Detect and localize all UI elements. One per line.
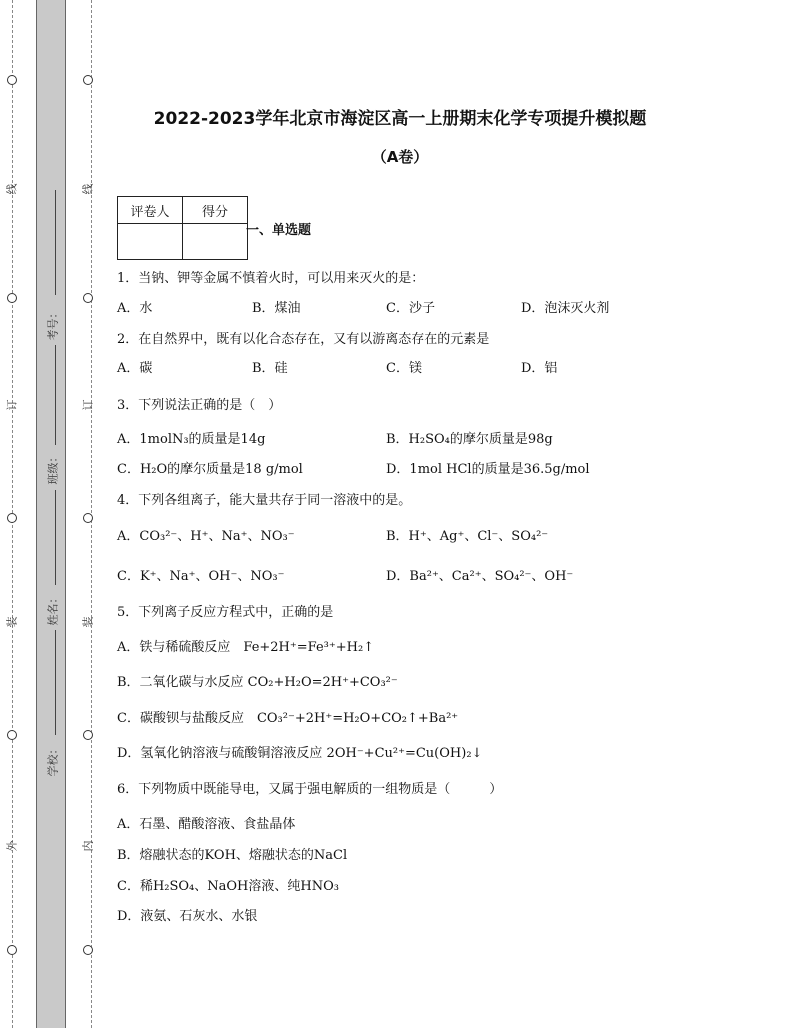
question-2-option-b: B．硅	[252, 361, 288, 376]
question-6-option-b: B．熔融状态的KOH、熔融状态的NaCl	[117, 848, 348, 863]
score-table-grader-cell[interactable]	[118, 224, 183, 260]
field-label-school: 学校：	[46, 743, 60, 777]
question-3-option-d: D．1mol HCl的质量是36.5g/mol	[386, 462, 590, 477]
question-6-option-d: D．液氨、石灰水、水银	[117, 909, 258, 924]
question-6-option-a: A．石墨、醋酸溶液、食盐晶体	[117, 817, 296, 832]
page-subtitle: （A卷）	[371, 148, 429, 166]
score-table-score-header: 得分	[183, 197, 248, 224]
question-5-option-c: C．碳酸钡与盐酸反应 CO₃²⁻+2H⁺=H₂O+CO₂↑+Ba²⁺	[117, 711, 459, 726]
binding-hole-icon	[83, 730, 93, 740]
question-3-stem: 3．下列说法正确的是（ ）	[117, 398, 282, 413]
binding-hole-icon	[7, 945, 17, 955]
binding-hole-icon	[7, 730, 17, 740]
question-6-stem: 6．下列物质中既能导电，又属于强电解质的一组物质是（ ）	[117, 782, 503, 797]
question-1-option-d: D．泡沫灭火剂	[521, 301, 610, 316]
question-1-stem: 1．当钠、钾等金属不慎着火时，可以用来灭火的是：	[117, 271, 425, 286]
question-4-option-b: B．H⁺、Ag⁺、Cl⁻、SO₄²⁻	[386, 529, 549, 544]
binding-hole-icon	[7, 75, 17, 85]
question-1-option-c: C．沙子	[386, 301, 435, 316]
question-5-option-a: A．铁与稀硫酸反应 Fe+2H⁺=Fe³⁺+H₂↑	[117, 640, 375, 655]
binding-hole-icon	[7, 293, 17, 303]
field-line-class[interactable]	[55, 345, 56, 445]
binding-hole-icon	[7, 513, 17, 523]
field-label-class: 班级：	[46, 451, 60, 485]
question-5-stem: 5．下列离子反应方程式中，正确的是	[117, 605, 334, 620]
margin-label-outer-ding: 订	[5, 399, 19, 411]
question-2-option-c: C．镁	[386, 361, 422, 376]
question-2-option-a: A．碳	[117, 361, 153, 376]
field-line-exam-number[interactable]	[55, 190, 56, 295]
score-table-score-cell[interactable]	[183, 224, 248, 260]
field-line-school[interactable]	[55, 630, 56, 735]
question-6-option-c: C．稀H₂SO₄、NaOH溶液、纯HNO₃	[117, 879, 339, 894]
question-4-option-c: C．K⁺、Na⁺、OH⁻、NO₃⁻	[117, 569, 285, 584]
question-3-option-c: C．H₂O的摩尔质量是18 g/mol	[117, 462, 303, 477]
margin-label-outer-line: 线	[5, 183, 19, 195]
binding-hole-icon	[83, 513, 93, 523]
question-4-stem: 4．下列各组离子，能大量共存于同一溶液中的是。	[117, 493, 412, 508]
binding-hole-icon	[83, 945, 93, 955]
margin-label-inner-nei: 内	[81, 840, 95, 852]
field-line-name[interactable]	[55, 490, 56, 585]
question-5-option-d: D．氢氧化钠溶液与硫酸铜溶液反应 2OH⁻+Cu²⁺=Cu(OH)₂↓	[117, 746, 483, 761]
binding-hole-icon	[83, 293, 93, 303]
section-heading: 一、单选题	[246, 223, 312, 238]
margin-label-inner-ding: 订	[81, 399, 95, 411]
margin-label-outer-wai: 外	[5, 840, 19, 852]
question-3-option-a: A．1molN₃的质量是14g	[117, 432, 266, 447]
margin-label-inner-line: 线	[81, 183, 95, 195]
field-label-name: 姓名：	[46, 592, 60, 626]
binding-hole-icon	[83, 75, 93, 85]
score-table	[117, 196, 248, 260]
question-2-stem: 2．在自然界中，既有以化合态存在，又有以游离态存在的元素是	[117, 332, 490, 347]
page-title: 2022-2023学年北京市海淀区高一上册期末化学专项提升模拟题	[153, 109, 647, 129]
question-3-option-b: B．H₂SO₄的摩尔质量是98g	[386, 432, 553, 447]
question-5-option-b: B．二氧化碳与水反应 CO₂+H₂O=2H⁺+CO₃²⁻	[117, 675, 398, 690]
score-table-grader-header: 评卷人	[118, 197, 183, 224]
question-1-option-a: A．水	[117, 301, 153, 316]
question-1-option-b: B．煤油	[252, 301, 301, 316]
question-4-option-a: A．CO₃²⁻、H⁺、Na⁺、NO₃⁻	[117, 529, 295, 544]
field-label-exam-number: 考号：	[46, 307, 60, 341]
question-2-option-d: D．铝	[521, 361, 558, 376]
binding-margin-band	[36, 0, 66, 1028]
question-4-option-d: D．Ba²⁺、Ca²⁺、SO₄²⁻、OH⁻	[386, 569, 574, 584]
margin-label-inner-zhuang: 装	[81, 616, 95, 628]
margin-label-outer-zhuang: 装	[5, 616, 19, 628]
